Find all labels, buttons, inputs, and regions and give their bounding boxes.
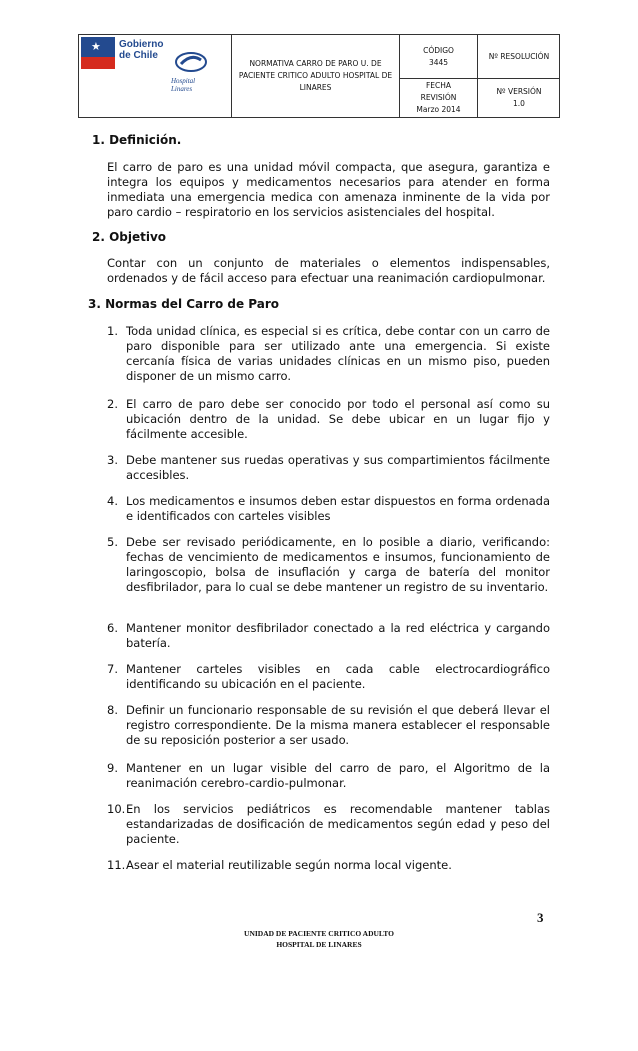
definicion-paragraph: El carro de paro es una unidad móvil compacta, que asegura, garantiza e integra los equipos y medicamentos necesarios para atender en forma inmediata una emergencia medica con amenaza inminente de la vida por paro cardio – respiratorio en los servicios asistenciales del hospital. (107, 160, 550, 219)
list-item-text: En los servicios pediátricos es recomendable mantener tablas estandarizadas de dosificación de medicamentos según edad y peso del paciente. (126, 802, 550, 846)
list-item-number: 4. (107, 494, 118, 508)
list-item (107, 802, 550, 847)
list-item (107, 324, 550, 384)
list-item-text: Mantener monitor desfibrilador conectado a la red eléctrica y cargando batería. (126, 621, 550, 650)
objetivo-paragraph: Contar con un conjunto de materiales o elementos indispensables, ordenados y de fácil acceso para efectuar una reanimación cardiopulmonar. (107, 256, 550, 285)
section-heading-normas: 3. Normas del Carro de Paro (88, 297, 280, 311)
list-item (107, 662, 550, 692)
list-item-number: 5. (107, 535, 118, 549)
list-item-number: 7. (107, 662, 118, 676)
list-item (107, 453, 550, 483)
list-item-text: El carro de paro debe ser conocido por todo el personal así como su ubicación dentro de la unidad. Se debe ubicar en un lugar fijo y fácilmente accesible. (126, 397, 550, 441)
resolution-cell: Nº RESOLUCIÓN (477, 35, 560, 79)
list-item (107, 621, 550, 651)
list-item (107, 535, 550, 595)
hospital-linares-logo: Hospital Linares (167, 51, 229, 111)
list-item-number: 11. (107, 858, 126, 872)
list-item (107, 397, 550, 442)
gobierno-de-chile-logo: ★ Gobierno de Chile (81, 37, 167, 69)
document-title: NORMATIVA CARRO DE PARO U. DE PACIENTE CRITICO ADULTO HOSPITAL DE LINARES (231, 35, 399, 117)
page-number: 3 (537, 910, 544, 925)
list-item-text: Debe ser revisado periódicamente, en lo posible a diario, verificando: fechas de vencimiento de medicamentos e insumos, funcionamiento de laringoscopio, bolsa de insuflación y carga de batería del monitor desfibrilador, para lo cual se debe mantener un registro de su inventario. (126, 535, 550, 594)
section-heading-objetivo: 2. Objetivo (92, 230, 167, 244)
section-heading-definicion: 1. Definición. (92, 133, 182, 147)
list-item-text: Toda unidad clínica, es especial si es crítica, debe contar con un carro de paro disponible para ser utilizado ante una emergencia. Si existe cercanía física de varias unidades clínicas en un mismo piso, pueden disponer de un mismo carro. (126, 324, 550, 383)
list-item-text: Los medicamentos e insumos deben estar dispuestos en forma ordenada e identificados con carteles visibles (126, 494, 550, 523)
list-item-number: 1. (107, 324, 118, 338)
list-item (107, 761, 550, 791)
hospital-emblem-icon (175, 51, 207, 73)
list-item-number: 6. (107, 621, 118, 635)
revision-date-cell: FECHA REVISIÓN Marzo 2014 (399, 79, 477, 117)
list-item (107, 494, 550, 524)
page-footer: UNIDAD DE PACIENTE CRITICO ADULTO HOSPITAL DE LINARES (244, 929, 394, 949)
list-item-number: 9. (107, 761, 118, 775)
list-item-number: 8. (107, 703, 118, 717)
list-item (107, 858, 550, 873)
list-item (107, 703, 550, 748)
version-cell: Nº VERSIÓN 1.0 (477, 79, 560, 117)
list-item-text: Definir un funcionario responsable de su revisión el que deberá llevar el registro correspondiente. De la misma manera establecer el responsable de su reposición posterior a ser usado. (126, 703, 550, 747)
list-item-text: Asear el material reutilizable según norma local vigente. (126, 858, 452, 872)
list-item-number: 2. (107, 397, 118, 411)
document-header (78, 34, 560, 118)
code-cell: CÓDIGO 3445 (399, 35, 477, 79)
star-icon: ★ (91, 40, 101, 53)
list-item-number: 3. (107, 453, 118, 467)
list-item-number: 10. (107, 802, 126, 816)
list-item-text: Mantener carteles visibles en cada cable electrocardiográfico identificando su ubicación en el paciente. (126, 662, 550, 691)
list-item-text: Mantener en un lugar visible del carro de paro, el Algoritmo de la reanimación cerebro-cardio-pulmonar. (126, 761, 550, 790)
list-item-text: Debe mantener sus ruedas operativas y sus compartimientos fácilmente accesibles. (126, 453, 550, 482)
logo-cell (79, 35, 231, 117)
